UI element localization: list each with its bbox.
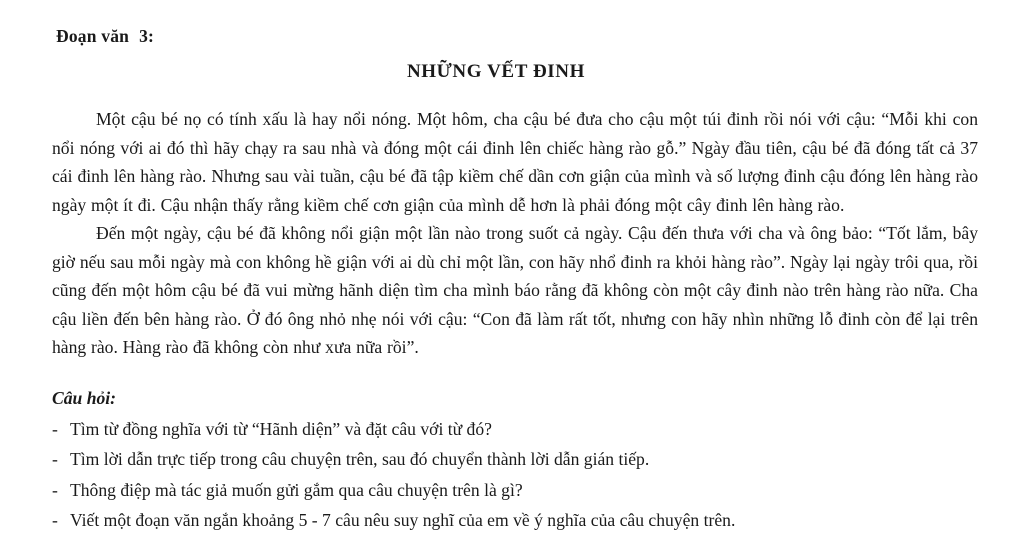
- list-item: [52, 445, 978, 474]
- list-item-text: Tìm từ đồng nghĩa với từ “Hãnh diện” và đặt câu với từ đó?: [70, 418, 492, 439]
- passage-label-text: Đoạn văn: [56, 26, 130, 46]
- page-title: NHỮNG VẾT ĐINH: [406, 61, 586, 82]
- list-item: [52, 476, 978, 505]
- bullet-dash: -: [52, 418, 58, 439]
- passage-label-number: 3:: [139, 26, 155, 46]
- passage-label: [56, 26, 978, 47]
- list-item-text: Viết một đoạn văn ngắn khoảng 5 - 7 câu nêu suy nghĩ của em về ý nghĩa của câu chuyện trên.: [70, 510, 736, 530]
- paragraph-1: Một cậu bé nọ có tính xấu là hay nổi nóng. Một hôm, cha cậu bé đưa cho cậu một túi đinh rồi nói với cậu: “Mỗi khi con nổi nóng với ai đó thì hãy chạy ra sau nhà và đóng một cái đinh lên chiếc hàng rào gỗ.” Ngày đầu tiên, cậu bé đã đóng tất cả 37 cái đinh lên hàng rào. Nhưng sau vài tuần, cậu bé đã tập kiềm chế dần cơn giận của mình và số lượng đinh cậu đóng lên hàng rào ngày một ít đi. Cậu nhận thấy rằng kiềm chế cơn giận của mình dễ hơn là phải đóng một cây đinh lên hàng rào.: [52, 109, 978, 215]
- list-item: [52, 506, 978, 535]
- passage-body: [52, 105, 978, 362]
- list-item: [52, 415, 978, 444]
- list-item-text: Tìm lời dẫn trực tiếp trong câu chuyện trên, sau đó chuyển thành lời dẫn gián tiếp.: [70, 449, 650, 469]
- list-item-text: Thông điệp mà tác giả muốn gửi gắm qua câu chuyện trên là gì?: [70, 479, 523, 500]
- questions-heading: Câu hỏi:: [52, 387, 117, 408]
- bullet-dash: -: [52, 510, 58, 530]
- questions-list: [52, 415, 978, 535]
- paragraph-2: Đến một ngày, cậu bé đã không nổi giận một lần nào trong suốt cả ngày. Cậu đến thưa với cha và ông bảo: “Tốt lắm, bây giờ nếu sau mỗi ngày mà con không hề giận với ai dù chỉ một lần, con hãy nhổ đinh ra khỏi hàng rào”. Ngày lại ngày trôi qua, rồi cũng đến một hôm cậu bé đã vui mừng hãnh diện tìm cha mình báo rằng đã không còn một cây đinh nào trên hàng rào nữa. Cha cậu liền đến bên hàng rào. Ở đó ông nhỏ nhẹ nói với cậu: “Con đã làm rất tốt, nhưng con hãy nhìn những lỗ đinh còn để lại trên hàng rào. Hàng rào đã không còn như xưa nữa rồi”.: [52, 223, 978, 357]
- bullet-dash: -: [52, 449, 58, 469]
- bullet-dash: -: [52, 479, 58, 500]
